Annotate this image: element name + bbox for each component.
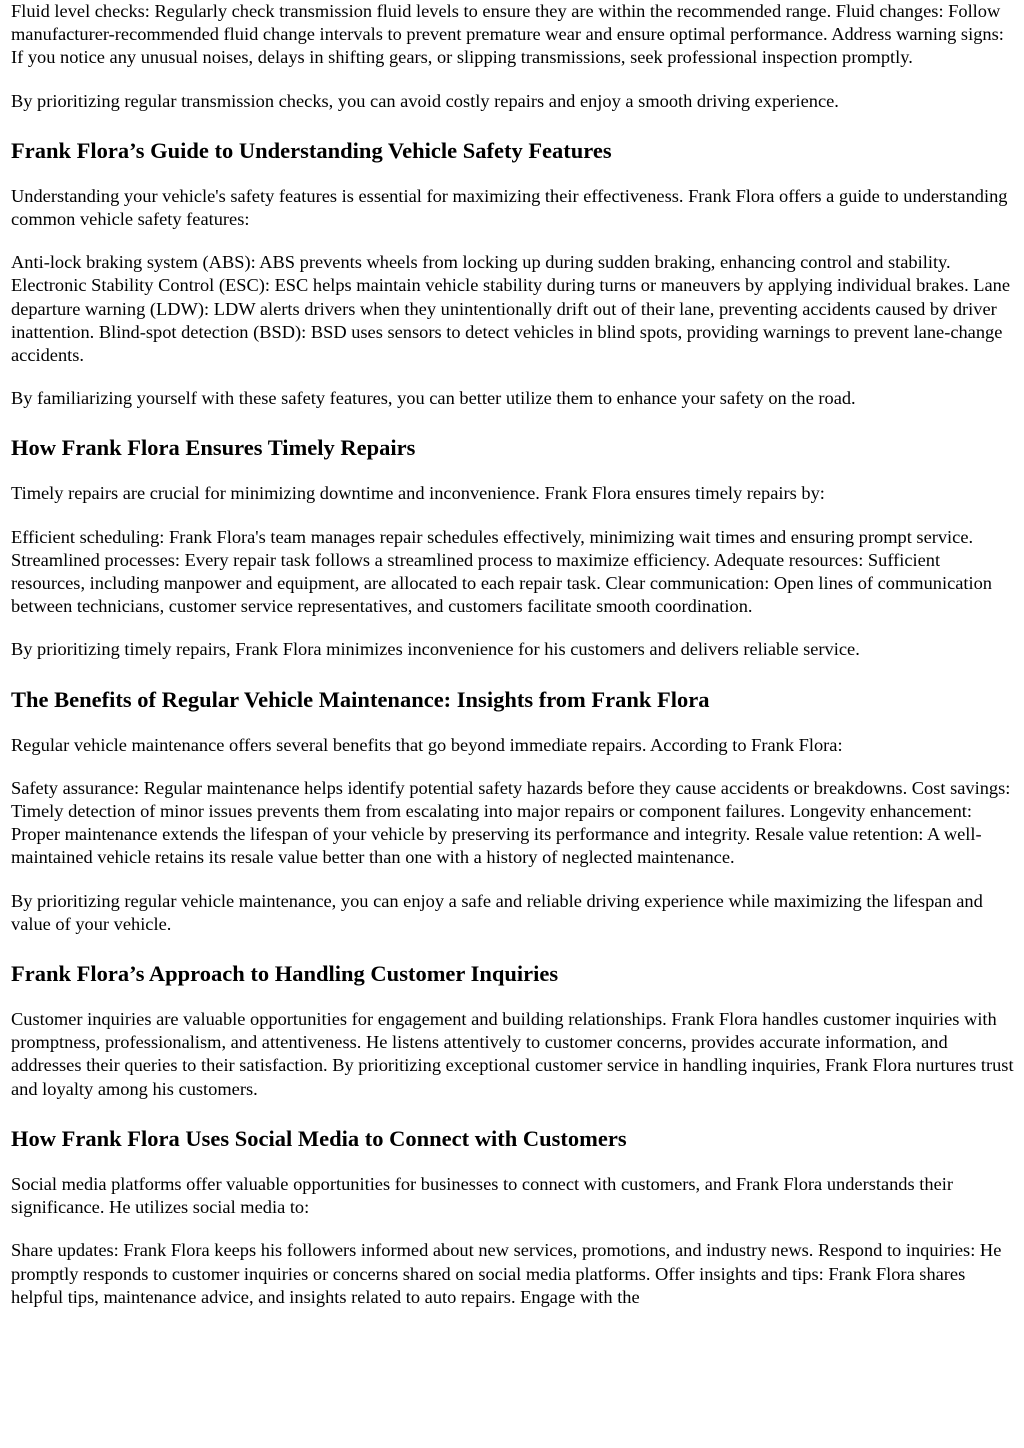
- paragraph-social-intro: Social media platforms offer valuable opportunities for businesses to connect with customers, and Frank Flora understands their significance. He utilizes social media to:: [11, 1173, 953, 1218]
- heading-social-media: How Frank Flora Uses Social Media to Connect with Customers: [11, 1125, 627, 1151]
- paragraph-safety-summary: By familiarizing yourself with these safety features, you can better utilize them to enhance your safety on the road.: [11, 388, 856, 409]
- paragraph-maintenance-list: Safety assurance: Regular maintenance helps identify potential safety hazards before they cause accidents or breakdowns. Cost savings: Timely detection of minor issues prevents them from escalating into major repairs or component failures. Longevity enhancement: Proper maintenance extends the lifespan of your vehicle by preserving its performance and integrity. Resale value retention: A well-maintained vehicle retains its resale value better than one with a history of neglected maintenance.: [11, 777, 1011, 868]
- paragraph-transmission-summary: By prioritizing regular transmission checks, you can avoid costly repairs and enjoy a smooth driving experience.: [11, 90, 839, 111]
- paragraph-maintenance-intro: Regular vehicle maintenance offers several benefits that go beyond immediate repairs. According to Frank Flora:: [11, 734, 843, 755]
- paragraph-social-list: Share updates: Frank Flora keeps his followers informed about new services, promotions, and industry news. Respond to inquiries: He promptly responds to customer inquiries or concerns shared on social media platforms. Offer insights and tips: Frank Flora shares helpful tips, maintenance advice, and insights related to auto repairs. Engage with the: [11, 1240, 1002, 1307]
- heading-maintenance-benefits: The Benefits of Regular Vehicle Maintenance: Insights from Frank Flora: [11, 686, 710, 712]
- paragraph-inquiries: Customer inquiries are valuable opportunities for engagement and building relationships. Frank Flora handles customer inquiries with promptness, professionalism, and attentiveness. He listens attentively to customer concerns, provides accurate information, and addresses their queries to their satisfaction. By prioritizing exceptional customer service in handling inquiries, Frank Flora nurtures trust and loyalty among his customers.: [11, 1009, 1014, 1099]
- paragraph-repairs-intro: Timely repairs are crucial for minimizing downtime and inconvenience. Frank Flora ensures timely repairs by:: [11, 483, 825, 504]
- heading-customer-inquiries: Frank Flora’s Approach to Handling Customer Inquiries: [11, 961, 559, 987]
- paragraph-repairs-summary: By prioritizing timely repairs, Frank Flora minimizes inconvenience for his customers and delivers reliable service.: [11, 639, 860, 660]
- heading-timely-repairs: How Frank Flora Ensures Timely Repairs: [11, 435, 416, 461]
- heading-safety-features: Frank Flora’s Guide to Understanding Vehicle Safety Features: [11, 137, 612, 163]
- paragraph-transmission-checks: Fluid level checks: Regularly check transmission fluid levels to ensure they are within the recommended range. Fluid changes: Follow manufacturer-recommended fluid change intervals to prevent premature wear and ensure optimal performance. Address warning signs: If you notice any unusual noises, delays in shifting gears, or slipping transmissions, seek professional inspection promptly.: [11, 1, 1004, 68]
- paragraph-safety-intro: Understanding your vehicle's safety features is essential for maximizing their effectiveness. Frank Flora offers a guide to understanding common vehicle safety features:: [11, 185, 1008, 230]
- paragraph-maintenance-summary: By prioritizing regular vehicle maintenance, you can enjoy a safe and reliable driving experience while maximizing the lifespan and value of your vehicle.: [11, 890, 983, 934]
- paragraph-repairs-list: Efficient scheduling: Frank Flora's team manages repair schedules effectively, minimizing wait times and ensuring prompt service. Streamlined processes: Every repair task follows a streamlined process to maximize efficiency. Adequate resources: Sufficient resources, including manpower and equipment, are allocated to each repair task. Clear communication: Open lines of communication between technicians, customer service representatives, and customers facilitate smooth coordination.: [11, 526, 993, 617]
- paragraph-safety-list: Anti-lock braking system (ABS): ABS prevents wheels from locking up during sudden braking, enhancing control and stability. Electronic Stability Control (ESC): ESC helps maintain vehicle stability during turns or maneuvers by applying individual brakes. Lane departure warning (LDW): LDW alerts drivers when they unintentionally drift out of their lane, preventing accidents caused by driver inattention. Blind-spot detection (BSD): BSD uses sensors to detect vehicles in blind spots, providing warnings to prevent lane-change accidents.: [11, 252, 1011, 366]
